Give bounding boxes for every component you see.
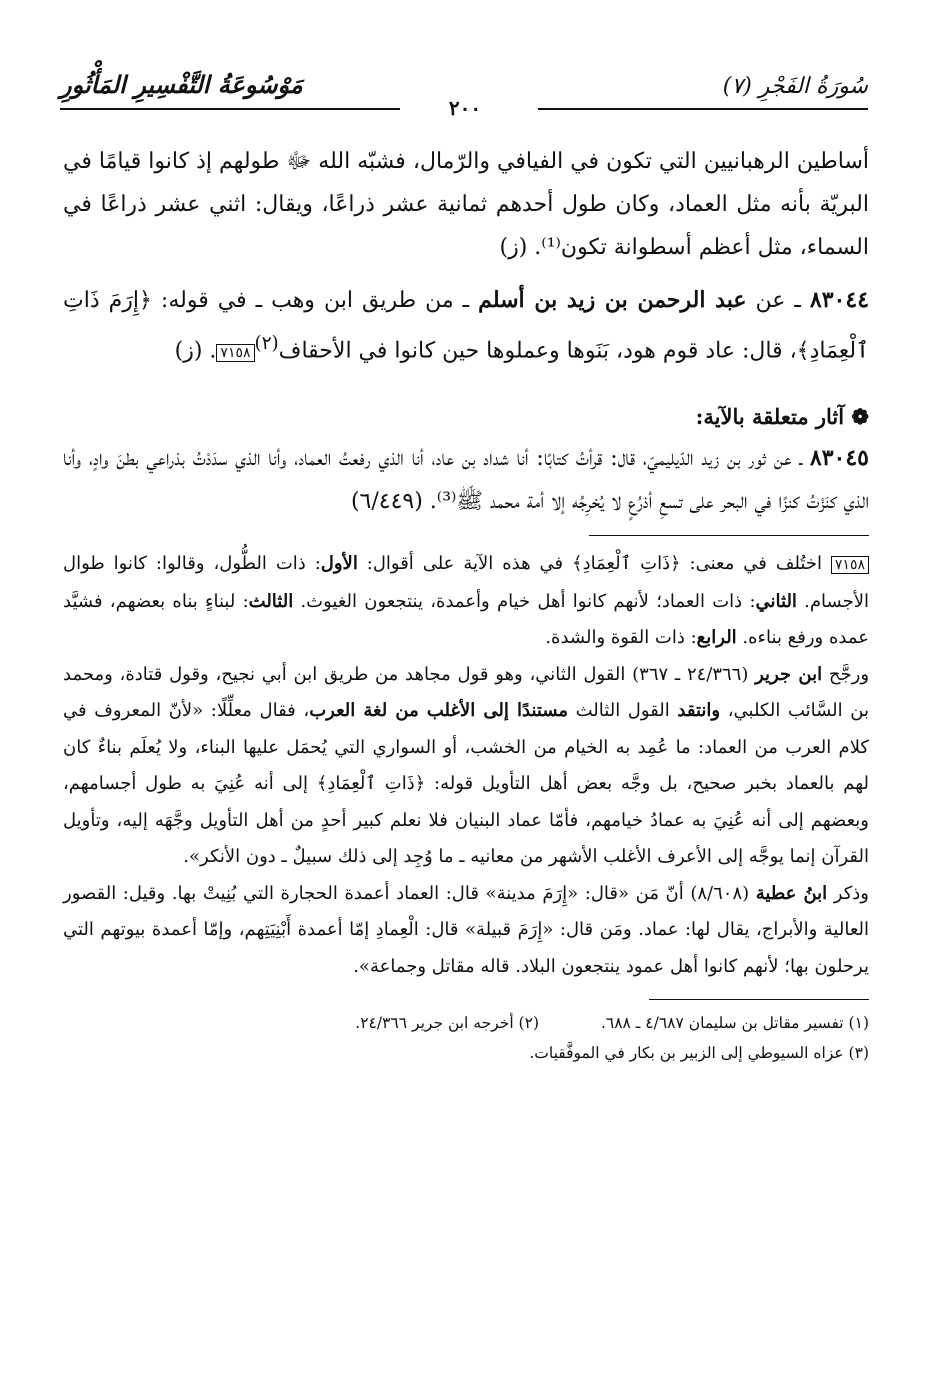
- section-heading: ❁ آثار متعلقة بالآية:: [695, 404, 869, 430]
- athar-number: ٨٣٠٤٤: [809, 287, 870, 313]
- footnote-ref: (٢): [254, 333, 279, 354]
- commentary-ref-box: ٧١٥٨: [216, 344, 254, 362]
- page-body: [63, 140, 869, 1068]
- footnote-separator: [649, 999, 869, 1000]
- paragraph-83044: ٨٣٠٤٤ ـ عن عبد الرحمن بن زيد بن أسلم ـ من طريق ابن وهب ـ في قوله: ﴿إِرَمَ ذَاتِ ٱلْعِمَادِ﴾، قال: عاد قوم هود، بَنَوها وعملوها حين كانوا في الأحقاف$^{(٢)}$٧١٥٨. (ز): [63, 287, 870, 364]
- commentary-ibn-jarir: ورجَّح ابن جرير (٢٤/٣٦٦ ـ ٣٦٧) القول الثاني، وهو قول مجاهد من طريق ابن أبي نجيح، وقول قتادة، ومحمد بن السَّائب الكلبي، وانتقد القول الثالث مستندًا إلى الأغلب من لغة العرب، فقال معلِّلًا: «لأنّ المعروف في كلام العرب من العماد: ما عُمِد به الخيام من الخشب، أو السواري التي يُحمَل عليها البناء، ولا يُعلَم بناءٌ كان لهم بالعماد بخبر صحيح، بل وجَّه بعض أهل التأويل قوله: ﴿ذَاتِ ٱلْعِمَادِ﴾ إلى أنه عُنِيَ به طول أجسامهم، وبعضهم إلى أنه عُنِيَ به عمادُ خيامهم، فأمّا عماد البنيان فلا نعلم كبير أحدٍ من أهل التأويل وجَّهَه إليه، وتأويل القرآن إنما يوجَّه إلى الأعرف الأغلب الأشهر من معانيه ـ ما وُجِد إلى ذلك سبيلٌ ـ دون الأنكر».: [63, 663, 870, 868]
- footnote-3: (٣) عزاه السيوطي إلى الزبير بن بكار في الموفَّقيات.: [529, 1044, 869, 1063]
- paragraph-1: أساطين الرهبانيين التي تكون في الفيافي والرّمال، فشبّه الله ﷻ طولهم إذ كانوا قيامًا في البريّة بأنه مثل العماد، وكان طول أحدهم ثمانية عشر ذراعًا، ويقال: اثني عشر ذراعًا في السماء، مثل أعظم أسطوانة تكون⁽¹⁾. (ز): [63, 149, 869, 260]
- paragraph-83045: ٨٣٠٤٥ ـ عن ثور بن زيد الدّيليميّ، قال: قرأتُ كتابًا: أنا شداد بن عاد، أنا الذي رفعتُ العماد، وأنا الذي سدَدْتُ بذراعي بطنَ وادٍ، وأنا الذي كنَزْتُ كنزًا في البحر على تسعِ أذرُعٍ لا يُخرِجُه إلا أمة محمد ﷺ⁽³⁾. (٦/٤٤٩): [63, 445, 869, 515]
- book-title: مَوْسُوعَةُ التَّفْسِيرِ المَأْثُورِ: [60, 70, 303, 99]
- surah-title: سُورَةُ الفَجْرِ (٧): [722, 74, 868, 99]
- footnote-1: (١) تفسير مقاتل بن سليمان ٤/٦٨٧ ـ ٦٨٨.: [600, 1014, 869, 1033]
- commentary-ibn-atiyya: وذكر ابنُ عطية (٨/٦٠٨) أنّ مَن «قال: «إِرَمَ مدينة» قال: العماد أعمدة الحجارة التي بُنِيتْ بها. وقيل: القصور العالية والأبراج، يقال لها: عماد. ومَن قال: «إِرَمَ قبيلة» قال: الْعِمادِ إمّا أعمدة أَبْنِيَتِهم، وإمّا أعمدة بيوتهم التي يرحلون بها؛ لأنهم كانوا أهل عمود ينتجعون البلاد. قاله مقاتل وجماعة».: [63, 882, 869, 977]
- header-rule-left: [60, 108, 400, 110]
- commentary-7158: ٧١٥٨ اختُلف في معنى: ﴿ذَاتِ ٱلْعِمَادِ﴾ في هذه الآية على أقوال: الأول: ذات الطُّول، وقالوا: كانوا طوال الأجسام. الثاني: ذات العماد؛ لأنهم كانوا أهل خيام وأعمدة، ينتجعون الغيوث. الثالث: لبناءٍ بناه بعضهم، فشيَّد عمده ورفع بناءه. الرابع: ذات القوة والشدة.: [63, 553, 869, 649]
- footnotes-row-1: [63, 1008, 869, 1038]
- footnote-2: (٢) أخرجه ابن جرير ٢٤/٣٦٦.: [355, 1014, 539, 1033]
- page-number: ٢٠٠: [448, 96, 482, 120]
- header-rule-right: [538, 108, 868, 110]
- athar-number: ٨٣٠٤٥: [809, 445, 869, 472]
- narrator-name: عبد الرحمن بن زيد بن أسلم: [478, 287, 747, 313]
- commentary-separator: [589, 535, 869, 536]
- page-header: [60, 62, 868, 124]
- commentary-number-box: ٧١٥٨: [831, 556, 869, 574]
